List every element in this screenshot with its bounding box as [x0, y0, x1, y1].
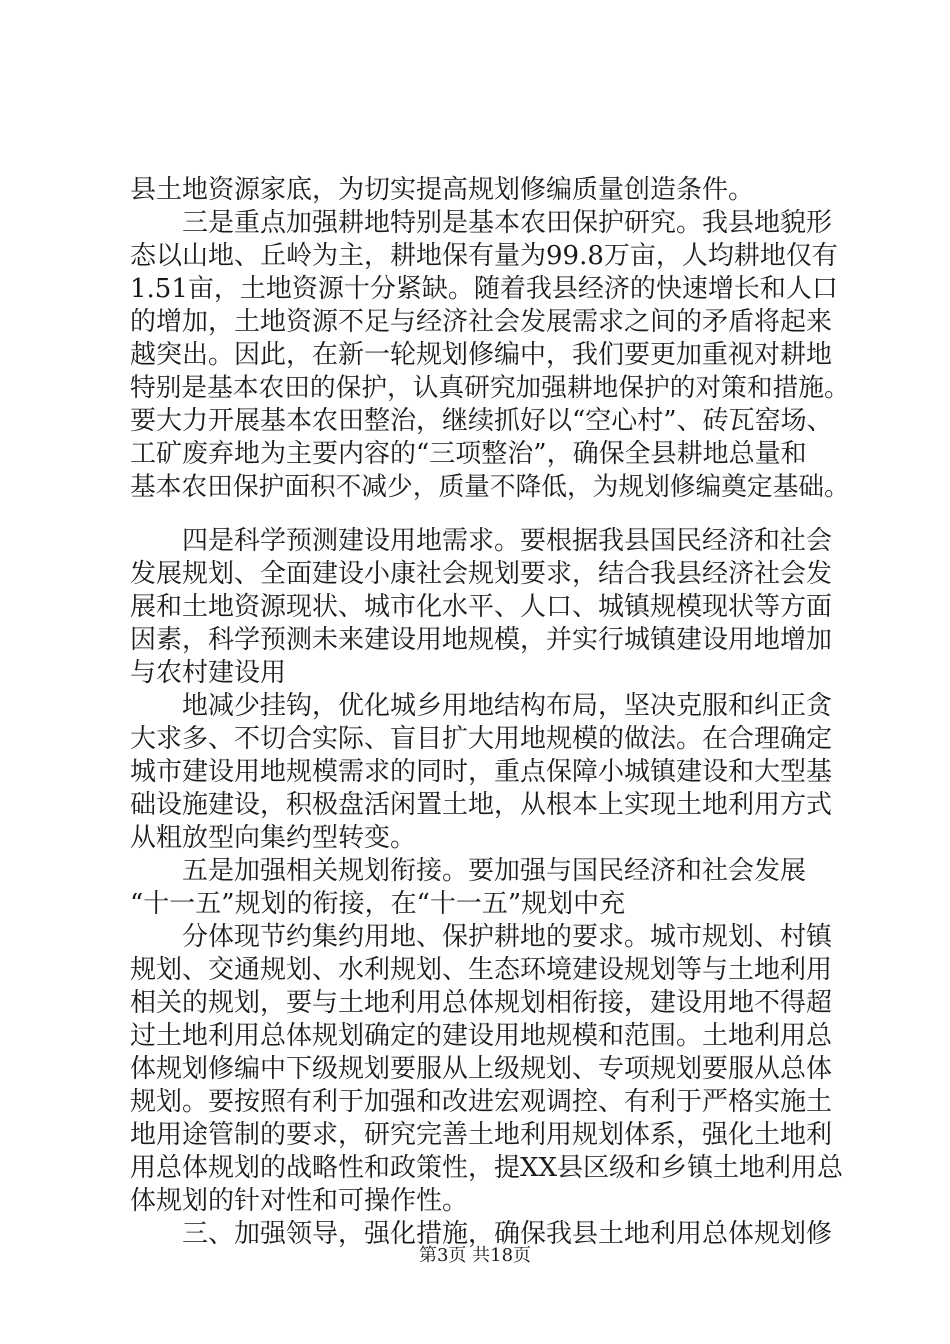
text-line: 工矿废弃地为主要内容的“三项整治”，确保全县耕地总量和 — [130, 439, 807, 469]
text-line: 体规划修编中下级规划要服从上级规划、专项规划要服从总体 — [130, 1054, 833, 1084]
text-line: “十一五”规划的衔接，在“十一五”规划中充 — [130, 889, 626, 919]
text-line: 过土地利用总体规划确定的建设用地规模和范围。土地利用总 — [130, 1021, 833, 1051]
text-line: 大求多、不切合实际、盲目扩大用地规模的做法。在合理确定 — [130, 724, 833, 754]
text-line: 特别是基本农田的保护，认真研究加强耕地保护的对策和措施。 — [130, 373, 850, 403]
text-line: 要大力开展基本农田整治，继续抓好以“空心村”、砖瓦窑场、 — [130, 406, 833, 436]
text-line: 态以山地、丘岭为主，耕地保有量为99.8万亩，人均耕地仅有 — [130, 241, 838, 271]
text-line: 基本农田保护面积不减少，质量不降低，为规划修编奠定基础。 — [130, 472, 850, 502]
text-line: 用总体规划的战略性和政策性，提XX县区级和乡镇土地利用总 — [130, 1153, 844, 1183]
text-line: 因素，科学预测未来建设用地规模，并实行城镇建设用地增加 — [130, 625, 833, 655]
text-line: 与农村建设用 — [130, 658, 287, 688]
text-line: 相关的规划，要与土地利用总体规划相衔接，建设用地不得超 — [130, 988, 833, 1018]
text-line: 体规划的针对性和可操作性。 — [130, 1186, 469, 1216]
text-line: 发展规划、全面建设小康社会规划要求，结合我县经济社会发 — [130, 559, 833, 589]
text-line: 础设施建设，积极盘活闲置土地，从根本上实现土地利用方式 — [130, 790, 833, 820]
text-line: 从粗放型向集约型转变。 — [130, 823, 417, 853]
text-line: 城市建设用地规模需求的同时，重点保障小城镇建设和大型基 — [130, 757, 833, 787]
text-line: 五是加强相关规划衔接。要加强与国民经济和社会发展 — [130, 856, 807, 886]
text-line: 的增加，土地资源不足与经济社会发展需求之间的矛盾将起来 — [130, 307, 833, 337]
text-line: 三、加强领导，强化措施，确保我县土地利用总体规划修 — [130, 1219, 833, 1249]
text-line: 地用途管制的要求，研究完善土地利用规划体系，强化土地利 — [130, 1120, 833, 1150]
page-number-footer: 第3页 共18页 — [418, 1245, 532, 1266]
text-line: 三是重点加强耕地特别是基本农田保护研究。我县地貌形 — [130, 208, 833, 238]
text-line: 1.51亩，土地资源十分紧缺。随着我县经济的快速增长和人口 — [130, 274, 838, 304]
text-line: 规划、交通规划、水利规划、生态环境建设规划等与土地利用 — [130, 955, 833, 985]
text-line: 四是科学预测建设用地需求。要根据我县国民经济和社会 — [130, 526, 833, 556]
text-line: 越突出。因此，在新一轮规划修编中，我们要更加重视对耕地 — [130, 340, 833, 370]
text-line: 分体现节约集约用地、保护耕地的要求。城市规划、村镇 — [130, 922, 833, 952]
text-line: 地减少挂钩，优化城乡用地结构布局，坚决克服和纠正贪 — [130, 691, 833, 721]
text-line: 县土地资源家底，为切实提高规划修编质量创造条件。 — [130, 175, 755, 205]
text-line: 展和土地资源现状、城市化水平、人口、城镇规模现状等方面 — [130, 592, 833, 622]
text-line: 规划。要按照有利于加强和改进宏观调控、有利于严格实施土 — [130, 1087, 833, 1117]
